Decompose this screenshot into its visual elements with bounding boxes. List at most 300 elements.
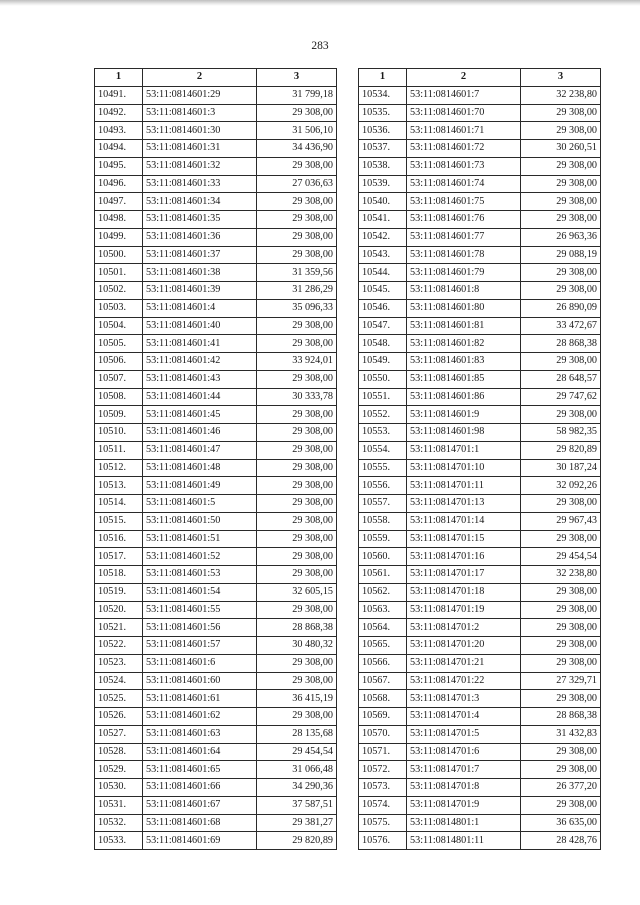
table-row	[95, 370, 337, 388]
row-number: 10575.	[359, 814, 407, 832]
header-col-1: 1	[359, 69, 407, 87]
table-row	[359, 566, 601, 584]
cadastral-value: 29 308,00	[521, 690, 601, 708]
table-row	[95, 424, 337, 442]
cadastral-number: 53:11:0814701:19	[407, 601, 521, 619]
table-row	[359, 708, 601, 726]
cadastral-number: 53:11:0814601:79	[407, 264, 521, 282]
table-row	[359, 86, 601, 104]
table-row	[359, 796, 601, 814]
table-row	[359, 406, 601, 424]
cadastral-number: 53:11:0814601:65	[143, 761, 257, 779]
row-number: 10493.	[95, 122, 143, 140]
cadastral-value: 26 377,20	[521, 779, 601, 797]
cadastral-value: 29 308,00	[521, 264, 601, 282]
row-number: 10562.	[359, 583, 407, 601]
table-row	[359, 637, 601, 655]
table-row	[95, 299, 337, 317]
row-number: 10555.	[359, 459, 407, 477]
row-number: 10515.	[95, 512, 143, 530]
row-number: 10513.	[95, 477, 143, 495]
cadastral-number: 53:11:0814601:43	[143, 370, 257, 388]
table-header-row	[359, 69, 601, 87]
table-row	[359, 140, 601, 158]
row-number: 10502.	[95, 282, 143, 300]
left-table-body	[95, 86, 337, 849]
table-row	[359, 459, 601, 477]
row-number: 10542.	[359, 228, 407, 246]
cadastral-value: 29 308,00	[521, 406, 601, 424]
cadastral-number: 53:11:0814601:35	[143, 211, 257, 229]
table-row	[95, 459, 337, 477]
cadastral-number: 53:11:0814601:9	[407, 406, 521, 424]
cadastral-value: 28 868,38	[521, 335, 601, 353]
cadastral-value: 29 308,00	[257, 370, 337, 388]
table-row	[359, 512, 601, 530]
page-number: 283	[311, 40, 329, 52]
row-number: 10554.	[359, 441, 407, 459]
row-number: 10547.	[359, 317, 407, 335]
cadastral-number: 53:11:0814601:82	[407, 335, 521, 353]
cadastral-number: 53:11:0814801:11	[407, 832, 521, 850]
cadastral-number: 53:11:0814601:62	[143, 708, 257, 726]
cadastral-number: 53:11:0814601:98	[407, 424, 521, 442]
cadastral-number: 53:11:0814701:15	[407, 530, 521, 548]
cadastral-value: 27 036,63	[257, 175, 337, 193]
cadastral-number: 53:11:0814701:16	[407, 548, 521, 566]
row-number: 10552.	[359, 406, 407, 424]
cadastral-number: 53:11:0814601:53	[143, 566, 257, 584]
cadastral-number: 53:11:0814601:86	[407, 388, 521, 406]
row-number: 10540.	[359, 193, 407, 211]
cadastral-number: 53:11:0814601:71	[407, 122, 521, 140]
row-number: 10559.	[359, 530, 407, 548]
cadastral-value: 34 436,90	[257, 140, 337, 158]
cadastral-value: 30 260,51	[521, 140, 601, 158]
table-row	[95, 779, 337, 797]
cadastral-number: 53:11:0814601:30	[143, 122, 257, 140]
table-row	[95, 814, 337, 832]
table-row	[359, 583, 601, 601]
cadastral-number: 53:11:0814601:69	[143, 832, 257, 850]
row-number: 10548.	[359, 335, 407, 353]
table-row	[95, 335, 337, 353]
table-row	[95, 211, 337, 229]
cadastral-number: 53:11:0814601:48	[143, 459, 257, 477]
row-number: 10570.	[359, 725, 407, 743]
cadastral-number: 53:11:0814601:42	[143, 353, 257, 371]
cadastral-value: 29 308,00	[257, 566, 337, 584]
cadastral-value: 29 820,89	[521, 441, 601, 459]
row-number: 10519.	[95, 583, 143, 601]
cadastral-value: 29 308,00	[257, 424, 337, 442]
cadastral-value: 26 963,36	[521, 228, 601, 246]
table-row	[359, 370, 601, 388]
cadastral-number: 53:11:0814601:64	[143, 743, 257, 761]
row-number: 10543.	[359, 246, 407, 264]
cadastral-number: 53:11:0814601:37	[143, 246, 257, 264]
table-row	[95, 157, 337, 175]
cadastral-value: 29 308,00	[257, 477, 337, 495]
table-row	[359, 814, 601, 832]
scan-top-edge	[0, 0, 640, 6]
cadastral-value: 29 308,00	[521, 761, 601, 779]
cadastral-value: 31 506,10	[257, 122, 337, 140]
cadastral-number: 53:11:0814601:4	[143, 299, 257, 317]
table-row	[359, 832, 601, 850]
cadastral-number: 53:11:0814601:38	[143, 264, 257, 282]
cadastral-value: 29 308,00	[521, 583, 601, 601]
row-number: 10549.	[359, 353, 407, 371]
cadastral-value: 29 308,00	[257, 157, 337, 175]
table-row	[95, 193, 337, 211]
row-number: 10499.	[95, 228, 143, 246]
table-row	[95, 672, 337, 690]
table-row	[359, 690, 601, 708]
cadastral-value: 29 381,27	[257, 814, 337, 832]
header-col-1: 1	[95, 69, 143, 87]
row-number: 10561.	[359, 566, 407, 584]
table-row	[95, 441, 337, 459]
cadastral-value: 29 308,00	[521, 654, 601, 672]
cadastral-value: 36 415,19	[257, 690, 337, 708]
cadastral-value: 28 135,68	[257, 725, 337, 743]
row-number: 10531.	[95, 796, 143, 814]
table-row	[359, 211, 601, 229]
cadastral-number: 53:11:0814601:36	[143, 228, 257, 246]
row-number: 10539.	[359, 175, 407, 193]
cadastral-number: 53:11:0814601:80	[407, 299, 521, 317]
table-row	[359, 725, 601, 743]
row-number: 10527.	[95, 725, 143, 743]
cadastral-number: 53:11:0814601:34	[143, 193, 257, 211]
cadastral-value: 31 066,48	[257, 761, 337, 779]
cadastral-value: 29 747,62	[521, 388, 601, 406]
table-row	[359, 353, 601, 371]
cadastral-number: 53:11:0814601:57	[143, 637, 257, 655]
table-row	[359, 530, 601, 548]
cadastral-value: 32 092,26	[521, 477, 601, 495]
cadastral-number: 53:11:0814601:6	[143, 654, 257, 672]
cadastral-value: 29 308,00	[257, 654, 337, 672]
table-row	[95, 104, 337, 122]
table-row	[359, 601, 601, 619]
cadastral-value: 29 308,00	[257, 441, 337, 459]
cadastral-value: 29 820,89	[257, 832, 337, 850]
header-col-2: 2	[143, 69, 257, 87]
cadastral-number: 53:11:0814601:29	[143, 86, 257, 104]
row-number: 10510.	[95, 424, 143, 442]
cadastral-value: 33 924,01	[257, 353, 337, 371]
table-row	[95, 690, 337, 708]
table-row	[95, 796, 337, 814]
row-number: 10511.	[95, 441, 143, 459]
table-row	[359, 619, 601, 637]
row-number: 10564.	[359, 619, 407, 637]
cadastral-number: 53:11:0814701:9	[407, 796, 521, 814]
cadastral-value: 29 308,00	[257, 459, 337, 477]
row-number: 10530.	[95, 779, 143, 797]
row-number: 10509.	[95, 406, 143, 424]
row-number: 10557.	[359, 495, 407, 513]
cadastral-number: 53:11:0814601:46	[143, 424, 257, 442]
cadastral-value: 29 308,00	[521, 193, 601, 211]
cadastral-value: 31 799,18	[257, 86, 337, 104]
cadastral-value: 29 308,00	[521, 353, 601, 371]
table-row	[359, 548, 601, 566]
cadastral-value: 29 308,00	[257, 193, 337, 211]
table-row	[95, 512, 337, 530]
row-number: 10518.	[95, 566, 143, 584]
row-number: 10532.	[95, 814, 143, 832]
cadastral-number: 53:11:0814601:50	[143, 512, 257, 530]
row-number: 10574.	[359, 796, 407, 814]
table-row	[95, 601, 337, 619]
cadastral-value: 33 472,67	[521, 317, 601, 335]
row-number: 10496.	[95, 175, 143, 193]
row-number: 10520.	[95, 601, 143, 619]
cadastral-value: 29 308,00	[257, 317, 337, 335]
row-number: 10545.	[359, 282, 407, 300]
cadastral-number: 53:11:0814601:5	[143, 495, 257, 513]
cadastral-number: 53:11:0814601:32	[143, 157, 257, 175]
cadastral-number: 53:11:0814601:51	[143, 530, 257, 548]
cadastral-number: 53:11:0814601:81	[407, 317, 521, 335]
header-col-2: 2	[407, 69, 521, 87]
cadastral-value: 36 635,00	[521, 814, 601, 832]
table-row	[95, 264, 337, 282]
row-number: 10514.	[95, 495, 143, 513]
cadastral-number: 53:11:0814701:1	[407, 441, 521, 459]
table-row	[359, 424, 601, 442]
row-number: 10568.	[359, 690, 407, 708]
row-number: 10573.	[359, 779, 407, 797]
cadastral-number: 53:11:0814701:20	[407, 637, 521, 655]
row-number: 10535.	[359, 104, 407, 122]
row-number: 10556.	[359, 477, 407, 495]
cadastral-number: 53:11:0814601:67	[143, 796, 257, 814]
row-number: 10526.	[95, 708, 143, 726]
table-row	[95, 140, 337, 158]
cadastral-number: 53:11:0814601:78	[407, 246, 521, 264]
cadastral-value: 29 308,00	[521, 601, 601, 619]
cadastral-value: 29 308,00	[257, 211, 337, 229]
cadastral-number: 53:11:0814601:55	[143, 601, 257, 619]
row-number: 10525.	[95, 690, 143, 708]
cadastral-number: 53:11:0814601:73	[407, 157, 521, 175]
cadastral-number: 53:11:0814601:33	[143, 175, 257, 193]
cadastral-number: 53:11:0814601:74	[407, 175, 521, 193]
table-row	[359, 228, 601, 246]
table-row	[359, 193, 601, 211]
cadastral-value: 32 238,80	[521, 86, 601, 104]
table-row	[359, 122, 601, 140]
left-register-table	[94, 68, 337, 850]
table-row	[95, 388, 337, 406]
table-row	[95, 637, 337, 655]
cadastral-number: 53:11:0814701:21	[407, 654, 521, 672]
table-row	[359, 175, 601, 193]
row-number: 10524.	[95, 672, 143, 690]
cadastral-number: 53:11:0814701:8	[407, 779, 521, 797]
cadastral-number: 53:11:0814801:1	[407, 814, 521, 832]
cadastral-value: 29 308,00	[257, 228, 337, 246]
row-number: 10508.	[95, 388, 143, 406]
cadastral-number: 53:11:0814701:7	[407, 761, 521, 779]
cadastral-number: 53:11:0814601:54	[143, 583, 257, 601]
table-row	[95, 495, 337, 513]
cadastral-value: 29 308,00	[521, 175, 601, 193]
table-row	[359, 388, 601, 406]
cadastral-value: 29 308,00	[257, 672, 337, 690]
row-number: 10558.	[359, 512, 407, 530]
table-row	[359, 761, 601, 779]
table-row	[95, 317, 337, 335]
table-row	[95, 122, 337, 140]
cadastral-value: 37 587,51	[257, 796, 337, 814]
cadastral-value: 29 308,00	[521, 282, 601, 300]
cadastral-number: 53:11:0814601:66	[143, 779, 257, 797]
cadastral-number: 53:11:0814601:7	[407, 86, 521, 104]
table-row	[359, 672, 601, 690]
row-number: 10565.	[359, 637, 407, 655]
cadastral-value: 30 333,78	[257, 388, 337, 406]
table-row	[95, 228, 337, 246]
table-row	[95, 654, 337, 672]
cadastral-value: 26 890,09	[521, 299, 601, 317]
table-row	[359, 157, 601, 175]
cadastral-number: 53:11:0814701:11	[407, 477, 521, 495]
row-number: 10500.	[95, 246, 143, 264]
cadastral-number: 53:11:0814601:39	[143, 282, 257, 300]
table-row	[359, 246, 601, 264]
table-row	[95, 282, 337, 300]
table-row	[95, 246, 337, 264]
cadastral-value: 29 454,54	[257, 743, 337, 761]
header-col-3: 3	[521, 69, 601, 87]
cadastral-value: 29 308,00	[257, 406, 337, 424]
row-number: 10504.	[95, 317, 143, 335]
cadastral-number: 53:11:0814701:4	[407, 708, 521, 726]
cadastral-number: 53:11:0814601:83	[407, 353, 521, 371]
row-number: 10516.	[95, 530, 143, 548]
table-row	[95, 761, 337, 779]
row-number: 10536.	[359, 122, 407, 140]
table-row	[359, 654, 601, 672]
cadastral-value: 29 308,00	[521, 619, 601, 637]
cadastral-value: 31 286,29	[257, 282, 337, 300]
row-number: 10505.	[95, 335, 143, 353]
row-number: 10517.	[95, 548, 143, 566]
right-register-table	[358, 68, 601, 850]
cadastral-number: 53:11:0814601:76	[407, 211, 521, 229]
cadastral-number: 53:11:0814701:10	[407, 459, 521, 477]
table-row	[359, 477, 601, 495]
row-number: 10498.	[95, 211, 143, 229]
row-number: 10538.	[359, 157, 407, 175]
table-row	[359, 264, 601, 282]
row-number: 10551.	[359, 388, 407, 406]
cadastral-value: 29 308,00	[257, 512, 337, 530]
table-row	[95, 548, 337, 566]
table-row	[359, 282, 601, 300]
cadastral-value: 28 428,76	[521, 832, 601, 850]
cadastral-value: 35 096,33	[257, 299, 337, 317]
cadastral-number: 53:11:0814601:52	[143, 548, 257, 566]
cadastral-value: 29 308,00	[521, 211, 601, 229]
cadastral-value: 29 308,00	[257, 246, 337, 264]
row-number: 10566.	[359, 654, 407, 672]
row-number: 10492.	[95, 104, 143, 122]
row-number: 10533.	[95, 832, 143, 850]
table-row	[95, 530, 337, 548]
row-number: 10512.	[95, 459, 143, 477]
cadastral-number: 53:11:0814601:45	[143, 406, 257, 424]
cadastral-value: 29 088,19	[521, 246, 601, 264]
row-number: 10544.	[359, 264, 407, 282]
row-number: 10560.	[359, 548, 407, 566]
cadastral-value: 29 308,00	[257, 495, 337, 513]
cadastral-value: 31 432,83	[521, 725, 601, 743]
table-row	[359, 299, 601, 317]
cadastral-value: 32 238,80	[521, 566, 601, 584]
cadastral-number: 53:11:0814601:63	[143, 725, 257, 743]
cadastral-value: 28 868,38	[521, 708, 601, 726]
cadastral-value: 58 982,35	[521, 424, 601, 442]
cadastral-value: 34 290,36	[257, 779, 337, 797]
table-row	[95, 708, 337, 726]
cadastral-number: 53:11:0814701:6	[407, 743, 521, 761]
table-row	[95, 619, 337, 637]
cadastral-number: 53:11:0814601:70	[407, 104, 521, 122]
table-row	[359, 743, 601, 761]
cadastral-number: 53:11:0814701:13	[407, 495, 521, 513]
cadastral-value: 29 967,43	[521, 512, 601, 530]
cadastral-number: 53:11:0814701:22	[407, 672, 521, 690]
cadastral-number: 53:11:0814601:61	[143, 690, 257, 708]
cadastral-number: 53:11:0814601:75	[407, 193, 521, 211]
row-number: 10501.	[95, 264, 143, 282]
table-row	[359, 104, 601, 122]
row-number: 10497.	[95, 193, 143, 211]
cadastral-value: 29 308,00	[521, 122, 601, 140]
cadastral-number: 53:11:0814601:40	[143, 317, 257, 335]
cadastral-value: 31 359,56	[257, 264, 337, 282]
cadastral-value: 29 308,00	[521, 796, 601, 814]
table-row	[95, 406, 337, 424]
table-row	[95, 725, 337, 743]
cadastral-value: 29 454,54	[521, 548, 601, 566]
row-number: 10569.	[359, 708, 407, 726]
header-col-3: 3	[257, 69, 337, 87]
row-number: 10528.	[95, 743, 143, 761]
row-number: 10572.	[359, 761, 407, 779]
table-row	[95, 353, 337, 371]
cadastral-number: 53:11:0814601:44	[143, 388, 257, 406]
cadastral-value: 32 605,15	[257, 583, 337, 601]
table-row	[359, 335, 601, 353]
cadastral-number: 53:11:0814701:17	[407, 566, 521, 584]
cadastral-number: 53:11:0814601:77	[407, 228, 521, 246]
row-number: 10529.	[95, 761, 143, 779]
cadastral-number: 53:11:0814701:2	[407, 619, 521, 637]
cadastral-number: 53:11:0814601:49	[143, 477, 257, 495]
cadastral-number: 53:11:0814601:85	[407, 370, 521, 388]
table-header-row	[95, 69, 337, 87]
row-number: 10550.	[359, 370, 407, 388]
table-row	[95, 832, 337, 850]
cadastral-number: 53:11:0814701:5	[407, 725, 521, 743]
